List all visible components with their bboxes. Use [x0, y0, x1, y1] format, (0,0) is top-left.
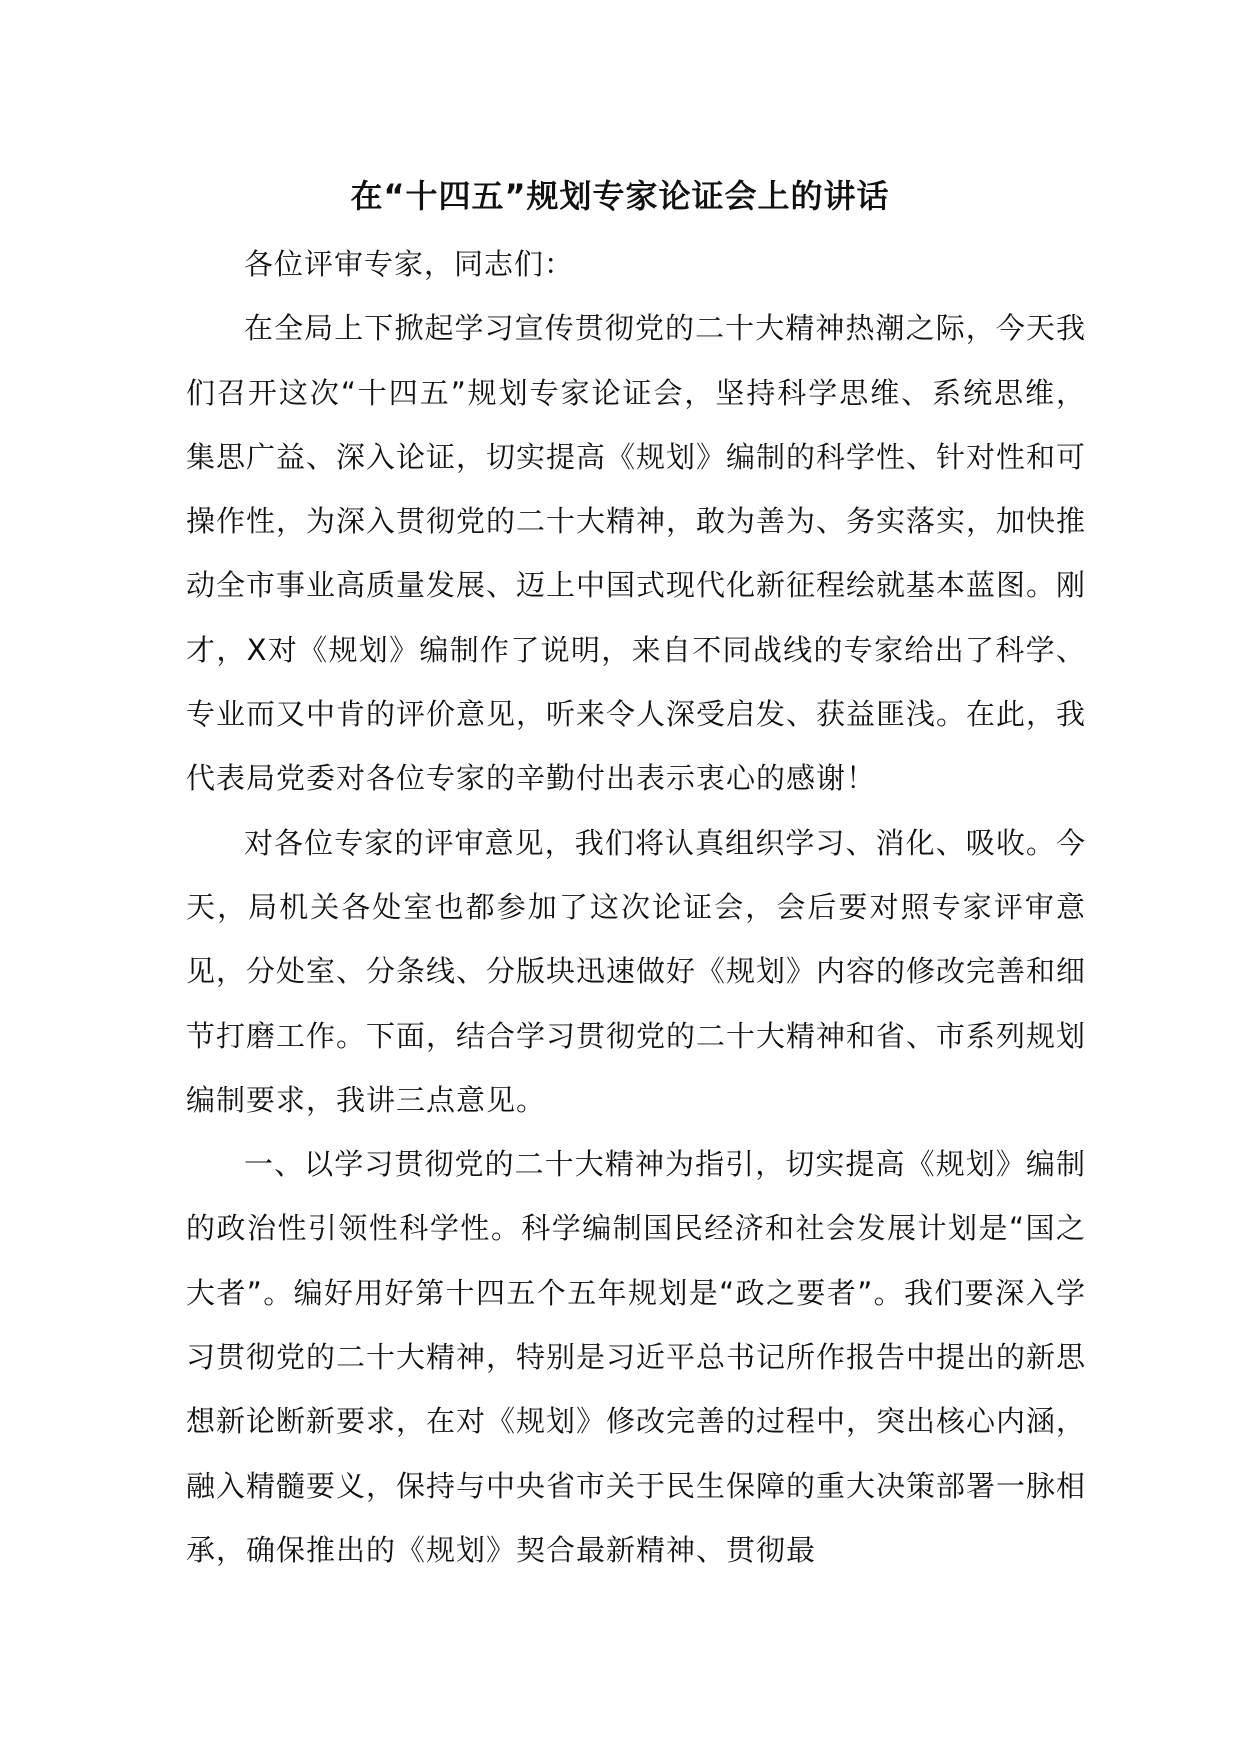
body-paragraph: 对各位专家的评审意见，我们将认真组织学习、消化、吸收。今天，局机关各处室也都参加了这次论证会，会后要对照专家评审意见，分处室、分条线、分版块迅速做好《规划》内容的修改完善和细节打磨工作。下面，结合学习贯彻党的二十大精神和省、市系列规划编制要求，我讲三点意见。	[186, 825, 1087, 1117]
body-paragraph: 在全局上下掀起学习宣传贯彻党的二十大精神热潮之际，今天我们召开这次“十四五”规划专家论证会，坚持科学思维、系统思维，集思广益、深入论证，切实提高《规划》编制的科学性、针对性和可操作性，为深入贯彻党的二十大精神，敢为善为、务实落实，加快推动全市事业高质量发展、迈上中国式现代化新征程绘就基本蓝图。刚才，X对《规划》编制作了说明，来自不同战线的专家给出了科学、专业而又中肯的评价意见，听来令人深受启发、获益匪浅。在此，我代表局党委对各位专家的辛勤付出表示衷心的感谢！	[186, 311, 1087, 796]
body-paragraph: 一、以学习贯彻党的二十大精神为指引，切实提高《规划》编制的政治性引领性科学性。科学编制国民经济和社会发展计划是“国之大者”。编好用好第十四五个五年规划是“政之要者”。我们要深入学习贯彻党的二十大精神，特别是习近平总书记所作报告中提出的新思想新论断新要求，在对《规划》修改完善的过程中，突出核心内涵，融入精髓要义，保持与中央省市关于民生保障的重大决策部署一脉相承，确保推出的《规划》契合最新精神、贯彻最	[186, 1147, 1087, 1567]
document-body	[186, 232, 1086, 1582]
salutation-paragraph: 各位评审专家，同志们：	[244, 247, 575, 281]
document-title: 在“十四五”规划专家论证会上的讲话	[350, 177, 890, 215]
